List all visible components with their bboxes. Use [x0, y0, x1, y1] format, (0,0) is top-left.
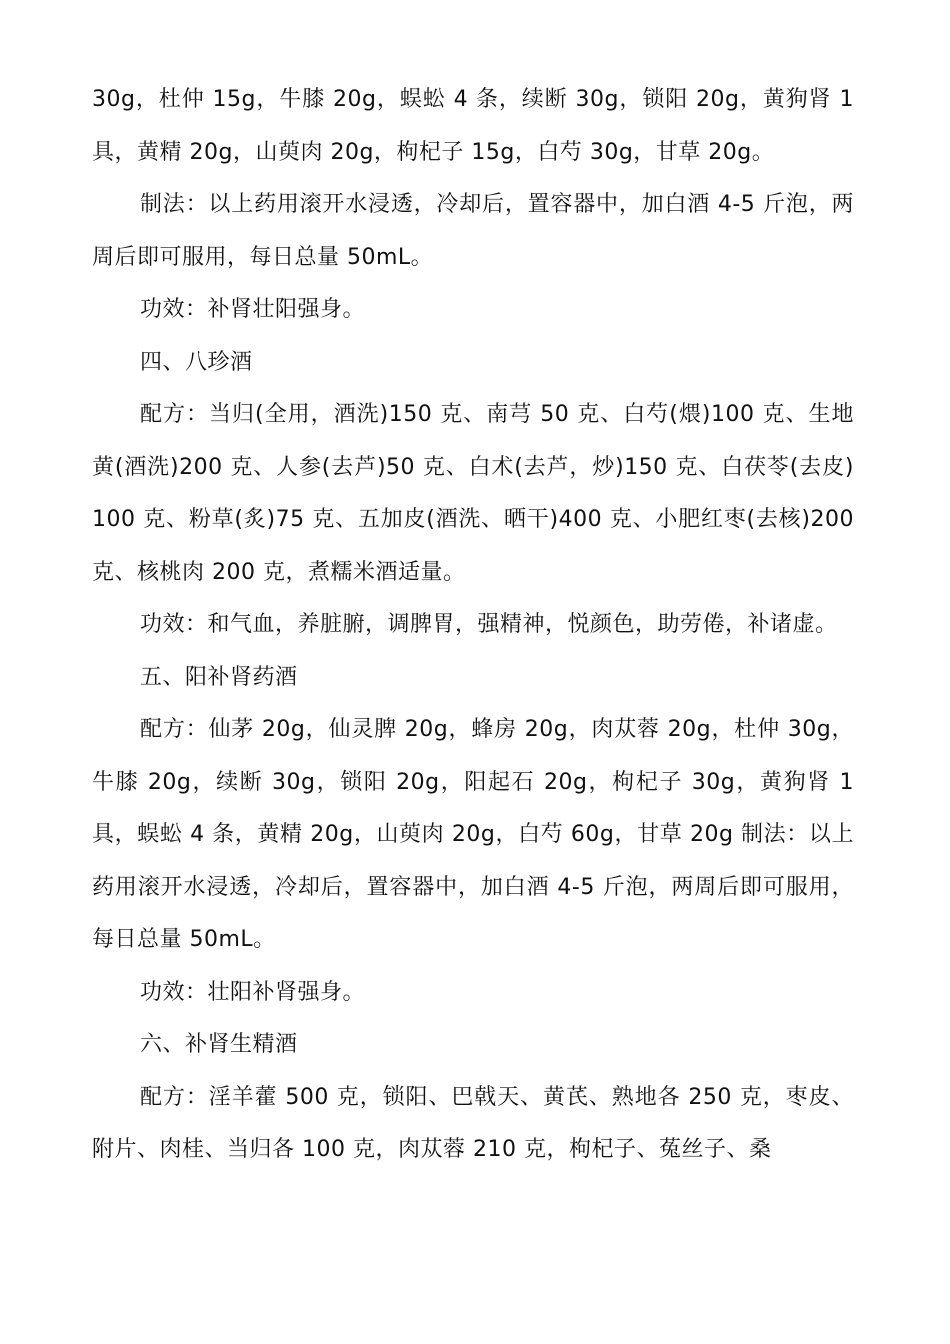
paragraph-recipe-kidney-essence: 配方：淫羊藿 500 克，锁阳、巴戟天、黄芪、熟地各 250 克，枣皮、附片、肉桂、当归各 100 克，肉苁蓉 210 克，枸杞子、菟丝子、桑: [92, 1084, 854, 1162]
paragraph-recipe-bazhen: 配方：当归(全用，酒洗)150 克、南芎 50 克、白芍(煨)100 克、生地黄(酒洗)200 克、人参(去芦)50 克、白术(去芦，炒)150 克、白茯苓(去皮)100 克、粉草(炙)75 克、五加皮(酒洗、晒干)400 克、小肥红枣(去核)200 克、核桃肉 200 克，煮糯米酒适量。: [92, 402, 854, 585]
section-heading-kidney-essence-wine: 六、补肾生精酒: [140, 1032, 298, 1057]
paragraph-efficacy-bazhen: 功效：和气血，养脏腑，调脾胃，强精神，悦颜色，助劳倦，补诸虚。: [140, 612, 838, 637]
section-heading-yang-kidney-wine: 五、阳补肾药酒: [140, 664, 298, 690]
document-page: [92, 74, 854, 1177]
section-heading-bazhen-wine: 四、八珍酒: [140, 349, 253, 375]
paragraph-efficacy-yang-kidney: 功效：壮阳补肾强身。: [140, 979, 366, 1005]
paragraph-preparation-method: 制法：以上药用滚开水浸透，冷却后，置容器中，加白酒 4-5 斤泡，两周后即可服用，每日总量 50mL。: [92, 192, 854, 270]
paragraph-recipe-yang-kidney: 配方：仙茅 20g，仙灵脾 20g，蜂房 20g，肉苁蓉 20g，杜仲 30g，牛膝 20g，续断 30g，锁阳 20g，阳起石 20g，枸杞子 30g，黄狗肾 1 具，蜈蚣 4 条，黄精 20g，山萸肉 20g，白芍 60g，甘草 20g 制法：以上药用滚开水浸透，冷却后，置容器中，加白酒 4-5 斤泡，两周后即可服用，每日总量 50mL。: [92, 717, 854, 952]
paragraph-efficacy-1: 功效：补肾壮阳强身。: [140, 297, 366, 322]
paragraph-ingredients-continued: 30g，杜仲 15g，牛膝 20g，蜈蚣 4 条，续断 30g，锁阳 20g，黄狗肾 1 具，黄精 20g，山萸肉 20g，枸杞子 15g，白芍 30g，甘草 20g。: [92, 87, 854, 165]
